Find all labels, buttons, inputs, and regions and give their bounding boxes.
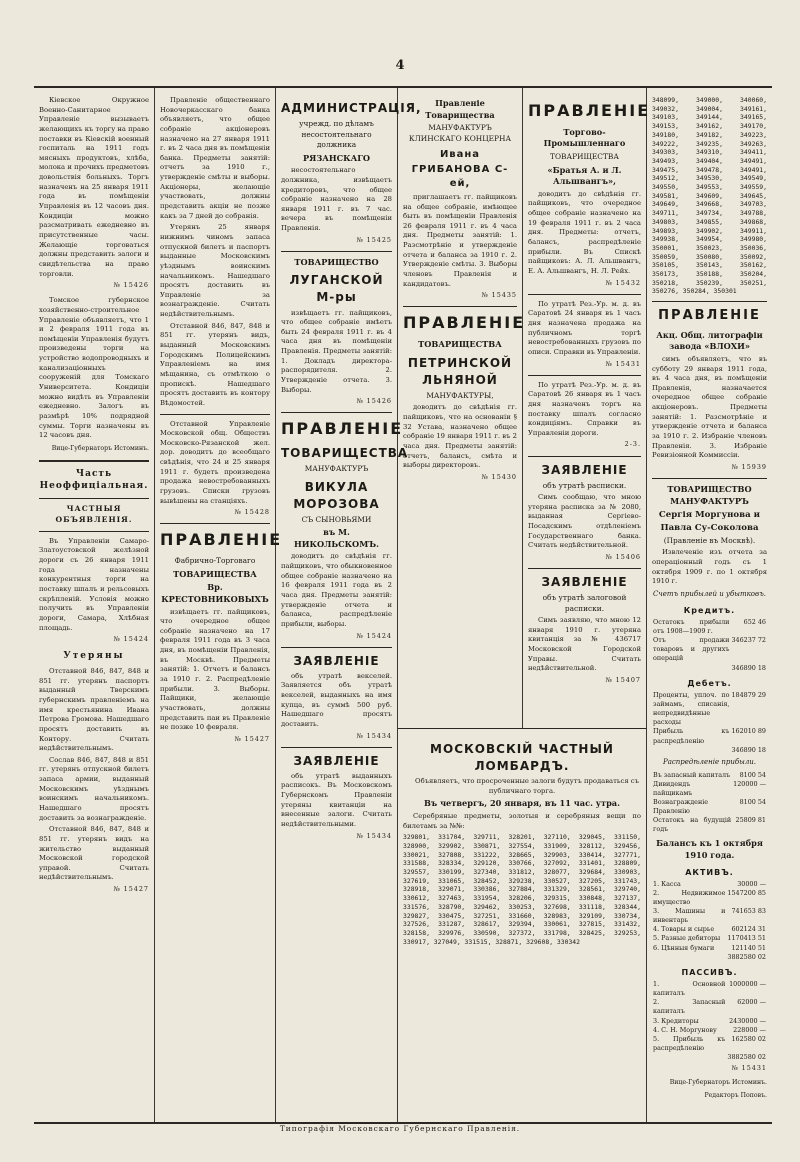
notice-military-sanitary: Кіевское Окружное Военно-Санитарное Управленіе вызываетъ желающихъ къ торгу на право поставки въ Кіевскій военный госпиталь на 1911 годъ мясныхъ продуктовъ, хлѣба, молока и прочихъ предметовъ довольствія больныхъ. Торгъ назначенъ на 25 января 1911 года въ помѣщеніи Управленія въ 12 часовъ дня. Кондиціи можно разсматривать ежедневно въ присутственные часы. Желающіе торговаться должны представить залоги и свидѣтельства на право торговли.: [39, 96, 149, 278]
divider: [528, 375, 641, 376]
column-2: [155, 88, 283, 1122]
morozov-sons: СЪ СЫНОВЬЯМИ: [301, 514, 372, 524]
printer-footer: Типографія Московскаго Губернскаго Правленія.: [279, 1124, 521, 1133]
petrinsk-firm: ТОВАРИЩЕСТВА: [418, 339, 502, 350]
notice-lost-bills: объ утратѣ векселей. Заявляется объ утратѣ векселей, выданныхъ на имя купца, въ суммѣ 500 руб. Нашедшаго просятъ доставить.: [281, 671, 392, 728]
table-row: 5. Прибыль къ распредѣленію 162580 02: [653, 1034, 766, 1052]
table-row: Въ запасный капиталъ 8100 54: [653, 770, 766, 779]
petrinsk-name: ПЕТРИНСКОЙ ЛЬНЯНОЙ: [407, 355, 513, 387]
registry-number: 2-3.: [624, 440, 641, 449]
credit-heading: Кредитъ.: [683, 605, 736, 615]
lugansk-name: ЛУГАНСКОЙ М-ры: [289, 273, 384, 305]
notice-lost-ticket: Сослав 846, 847, 848 и 851 гг. утерянъ отпускной билетъ запаса армии, выданный Московскимъ уѣзднымъ воинскимъ начальникомъ. Нашедшаго просятъ доставить за вознагражденіе.: [39, 755, 149, 822]
statement-deposit-heading: ЗАЯВЛЕНІЕ: [541, 575, 628, 590]
pl-title: Счетъ прибылей и убытковъ.: [653, 589, 766, 598]
table-row: 1. Касса 30000 —: [653, 879, 766, 888]
divider: [403, 306, 517, 307]
registry-number: № 15434: [356, 731, 392, 740]
table-row: 3882580 02: [727, 952, 766, 961]
alshvang-sub: Торгово-Промышленнаго: [543, 126, 626, 149]
notice-lost-deposit: Симъ заявляю, что мною 12 января 1910 г. утеряна квитанція за № 436717 Московской Городской Управы. Считать недѣйствительной.: [528, 616, 641, 673]
table-row: 346890 18: [731, 745, 766, 754]
notice-morozov: доводитъ до свѣдѣнія гг. пайщиковъ, что обыкновенное общее собраніе назначено на 16 февраля 1911 года въ 2 часа дня. Предметы занятій: утвержденіе отчета и баланса, распредѣленіе прибыли, выборы.: [281, 552, 392, 628]
divider: [160, 523, 270, 524]
table-row: Остатокъ на будущій годъ 25809 81: [653, 816, 766, 834]
registry-number: № 15426: [113, 281, 149, 290]
assets-heading: АКТИВЪ.: [685, 867, 734, 877]
registry-number: № 15435: [481, 291, 517, 300]
notice-petrinsk: доводитъ до свѣдѣнія гг. пайщиковъ, что на основаніи § 32 Устава, назначено общее собраніе 19 января 1911 г. въ 2 часа дня. Предметы занятій: отчетъ, балансъ, смѣта и выборы директоровъ.: [403, 403, 517, 470]
notice-krestovnikov: извѣщаетъ гг. пайщиковъ, что очередное общее собраніе назначено на 17 февраля 1911 года въ 3 часа дня, въ помѣщеніи Правленія, въ Москвѣ. Предметы занятій: 1. Отчетъ и балансъ за 1910 г. 2. Распредѣленіе прибыли. 3. Выборы. Пайщики, желающіе участвовать, должны представить паи въ Правленіе не позже 10 февраля.: [160, 607, 270, 732]
lombard-items: Серебряные предметы, золотыя и серебряныя вещи по билетамъ за №№:: [403, 811, 641, 830]
notice-railway-sale: Отставной Управленіе Московской общ. Обществъ Московско-Рязанской жел. дор. доводитъ до всеобщаго свѣдѣнія, что 24 и 25 января 1911 г. будетъ произведена продажа невостребованныхъ грузовъ. Списки грузовъ вывѣшены на станціяхъ.: [160, 419, 270, 505]
notice-lost-residence: Отставной 846, 847, 848 и 851 гг. утерянъ видъ на жительство выданный Московской городской управой. Считать недѣйствительнымъ.: [39, 825, 149, 882]
registry-number: № 15432: [605, 278, 641, 287]
column-6: [647, 88, 772, 1122]
lombard-ticket-numbers: 329801, 331704, 329711, 328201, 327110, 329045, 331150, 328900, 329902, 330871, 327554, 331909, 328112, 329456, 330021, 327808, 331222, 328665, 329903, 330414, 327771, 331588, 328334, 329120, 330766, 327092, 331401, 328809, 329557, 330199, 327340, 331812, 328077, 329684, 330903, 327619, 331065, 328452, 329238, 330527, 327205, 331743, 328918, 329071, 330386, 327884, 331329, 328561, 329740, 330612, 327463, 331954, 328206, 329315, 330848, 327137, 331576, 328790, 329462, 330253, 327698, 331118, 328344, 329827, 330475, 327251, 331660, 328983, 329109, 330734, 327526, 331287, 328617, 329394, 330061, 327815, 331432, 328158, 329976, 330590, 327372, 331798, 328425, 329253, 330917, 327049, 331515, 328871, 329608, 330342: [403, 833, 641, 946]
lombard-heading: МОСКОВСКІЙ ЧАСТНЫЙ ЛОМБАРДЪ.: [430, 742, 614, 774]
table-row: 2. Запасный капиталъ 62000 —: [653, 998, 766, 1016]
notice-samara-railway: Въ Управленіи Самаро-Златоустовской желѣзной дороги съ 26 января 1911 года назначены конкурентныя торги на поставку шпалъ и рельсовыхъ скрѣпленій. Условія можно получить въ Управленіи дороги, Самара, Хлѣбная площадь.: [39, 536, 149, 632]
morgunov-intro: Извлеченіе изъ отчета за операціонный годъ съ 1 октября 1909 г. по 1 октября 1910 г.: [652, 548, 767, 586]
notice-administration: несостоятельнаго должника, извѣщаетъ кредиторовъ, что общее собраніе назначено на 28 января 1911 г. въ 7 час. вечера въ помѣщеніи Правленія.: [281, 166, 392, 233]
gribanov-sub: МАНУФАКТУРЪ КЛИНСКАГО КОНЦЕРНА: [408, 123, 512, 143]
table-row: 4. С. Н. Моргунову 228000 —: [653, 1025, 766, 1034]
column-3: [276, 88, 422, 1122]
section-private-ads: ЧАСТНЫЯ ОБЪЯВЛЕНІЯ.: [55, 504, 133, 524]
notice-lost-receipts: объ утратѣ выданныхъ расписокъ. Въ Московскомъ Губернскомъ Правленіи утеряны квитанціи на внесенные залоги. Считать недѣйствительными.: [281, 771, 392, 828]
registry-number: № 15424: [356, 631, 392, 640]
statement-deposit-sub: объ утратѣ залоговой расписки.: [542, 593, 627, 613]
registry-number: № 15434: [356, 831, 392, 840]
lugansk-heading: ТОВАРИЩЕСТВО: [294, 256, 379, 267]
krestovnikov-firm: ТОВАРИЩЕСТВА: [173, 568, 257, 579]
divider: [39, 531, 149, 532]
registry-number: № 15425: [356, 235, 392, 244]
morozov-place: въ М. НИКОЛЬСКОМЪ.: [294, 527, 379, 549]
divider: [281, 412, 392, 413]
registry-number: № 15406: [605, 552, 641, 561]
table-row: Дивидендъ пайщикамъ 120000 —: [653, 779, 766, 797]
liabilities-table: [652, 980, 767, 1062]
table-row: 6. Цѣнныя бумаги 121140 51: [653, 943, 766, 952]
morozov-heading: ПРАВЛЕНІЕ: [281, 419, 404, 439]
debit-table: [652, 691, 767, 755]
notice-lost-receipt: Симъ сообщаю, что мною утеряна расписка за № 2080, выданная Сергіево-Посадскимъ отдѣленіемъ Государственнаго банка. Считать недѣйствительной.: [528, 493, 641, 550]
signature-vice-governor: Вице-Губернаторъ Истоминъ.: [51, 444, 149, 452]
distribution-title: Распредѣленіе прибыли.: [662, 757, 757, 766]
krestovnikov-subheading: Фабрично-Торговаго: [174, 556, 256, 566]
ticket-numbers: 348099, 349000, 340060, 349032, 349004, 349161, 349103, 349144, 349165, 349153, 349162, 349170, 349180, 349182, 349223, 349222, 349235, 349263, 349303, 349310, 349411, 349493, 349404, 349491, 349475, 349478, 349491, 349512, 349530, 349549, 349550, 349553, 349559, 349581, 349609, 349645, 349649, 349668, 349703, 349711, 349734, 349788, 349803, 349855, 349868, 349893, 349902, 349911, 349938, 349954, 349980, 350001, 350023, 350036, 350059, 350080, 350092, 350105, 350143, 350162, 350173, 350188, 350204, 350218, 350239, 350251, 350276, 350284, 350301: [652, 96, 767, 296]
registry-number: № 15939: [731, 462, 767, 471]
registry-number: № 15407: [605, 675, 641, 684]
distribution-table: [652, 771, 767, 835]
krestovnikov-heading: ПРАВЛЕНІЕ: [160, 530, 283, 550]
divider: [281, 647, 392, 648]
table-row: 5. Разные дебиторы 1170413 51: [653, 934, 766, 943]
notice-lost-passport: Отставной 846, 847, 848 и 851 гг. утерянъ паспортъ выданный Тверскимъ губернскимъ правленіемъ на имя крестьянина Ивана Петрова Громова. Нашедшаго просятъ доставить въ Контору. Считать недѣйствительнымъ.: [39, 667, 149, 753]
table-row: Вознагражденіе Правленію 8100 54: [653, 797, 766, 815]
statement-receipt-heading: ЗАЯВЛЕНІЕ: [541, 462, 628, 477]
signature-vice-governor: Вице-Губернаторъ Истоминъ.: [669, 1079, 767, 1087]
lombard-intro: Объявляетъ, что просроченные залоги будутъ продаваться съ публичнаго торга.: [415, 777, 639, 795]
alshvang-firm: ТОВАРИЩЕСТВА: [550, 152, 619, 161]
vlokhi-name: Акц. Общ. литографіи завода «ВЛОХИ»: [656, 329, 763, 352]
morozov-firm: ТОВАРИЩЕСТВА: [281, 446, 409, 461]
credit-table: [652, 618, 767, 673]
notice-saratov-sleepers: По утратѣ Рез.-Ур. м. д. въ Саратовѣ 26 января въ 1 часъ дня назначенъ торгъ на поставку шпалъ согласно кондиціямъ. Справки въ Управленіи дороги.: [528, 380, 641, 437]
notice-saratov-sale: По утратѣ Рез.-Ур. м. д. въ Саратовѣ 24 января въ 1 часъ дня назначена продажа на публичномъ торгѣ невостребованныхъ грузовъ по описи. Справки въ Управленіи.: [528, 299, 641, 356]
divider: [160, 414, 270, 415]
gribanov-heading: Правленіе Товарищества: [425, 98, 495, 120]
column-1: [34, 88, 155, 1122]
administration-subheading: учрежд. по дѣламъ несостоятельнаго должника: [299, 119, 374, 150]
statement-heading: ЗАЯВЛЕНІЕ: [293, 653, 380, 668]
divider: [528, 568, 641, 569]
alshvang-heading: ПРАВЛЕНІЕ: [528, 101, 651, 120]
registry-number: № 15431: [605, 359, 641, 368]
notice-lost-docs: Утерянъ 25 января нижнимъ чиномъ запаса отпускной билетъ и паспортъ выданные Московскимъ уѣзднымъ воинскимъ начальникомъ. Нашедшаго просятъ доставить въ Управленіе за вознагражденіе. Считать недѣйствительнымъ.: [160, 223, 270, 319]
registry-number: № 15426: [356, 397, 392, 406]
divider: [39, 460, 149, 462]
notice-bank-meeting: Правленіе общественнаго Новочеркасскаго банка объявляетъ, что общее собраніе акціонеровъ назначено на 27 января 1911 г. въ 2 часа дня въ помѣщеніи банка. Предметы занятій: отчетъ за 1910 г., утвержденіе смѣты и выборы. Акціонеры, желающіе участвовать, должны представить акціи не позже какъ за 7 дней до собранія.: [160, 96, 270, 220]
morozov-name: ВИКУЛА МОРОЗОВА: [293, 479, 380, 511]
statement-heading-2: ЗАЯВЛЕНІЕ: [293, 753, 380, 768]
section-unofficial: Часть Неоффиціальная.: [39, 468, 149, 492]
notice-vlokhi: симъ объявляетъ, что въ субботу 29 января 1911 года, въ 4 часа дня, въ помѣщеніи Правленія, назначается очередное общее собраніе акціонеровъ. Предметы занятій: 1. Разсмотрѣніе и утвержденіе отчета и баланса за 1910 г. 2. Избраніе членовъ Правленія. 3. Избраніе Ревизіонной Коммиссіи.: [652, 354, 767, 460]
registry-number: № 15424: [113, 635, 149, 644]
krestovnikov-name: Вр. КРЕСТОВНИКОВЫХЪ: [161, 582, 269, 604]
morozov-sub: МАНУФАКТУРЪ: [304, 464, 369, 474]
liabilities-heading: ПАССИВЪ.: [681, 967, 738, 977]
debit-heading: Дебетъ.: [687, 678, 732, 688]
registry-number: № 15427: [234, 734, 270, 743]
balance-title: Балансъ къ 1 октября 1910 года.: [656, 838, 763, 860]
morgunov-place: (Правленіе въ Москвѣ).: [663, 535, 756, 545]
table-row: 4. Товары и сырье 602124 31: [653, 925, 766, 934]
divider: [652, 301, 767, 302]
divider: [528, 456, 641, 457]
divider: [281, 747, 392, 748]
lost-heading: Утеряны: [63, 651, 125, 662]
petrinsk-heading: ПРАВЛЕНІЕ: [403, 313, 526, 333]
petrinsk-sub: МАНУФАКТУРЫ,: [426, 390, 494, 400]
table-row: 3882580 02: [727, 1052, 766, 1061]
lombard-date: Въ четвергъ, 20 января, въ 11 час. утра.: [424, 798, 620, 809]
administration-heading: АДМИНИСТРАЦІЯ,: [281, 101, 422, 115]
table-row: 3. Кредиторы 2430000 —: [653, 1016, 766, 1025]
registry-number: № 15427: [113, 885, 149, 894]
table-row: Проценты, уплоч. по займамъ, списанія, непредвидѣнные расходы 184879 29: [653, 691, 766, 727]
divider: [281, 251, 392, 252]
table-row: Остатокъ прибыли отъ 1908—1909 г. 652 46: [653, 618, 766, 636]
alshvang-name: «Братья А. и Л. Альшвангъ»,: [547, 164, 622, 187]
table-row: 346890 18: [731, 663, 766, 672]
notice-lost-view: Отставной 846, 847, 848 и 851 гг. утерянъ видъ, выданный Московскимъ Городскимъ Полицейскимъ Управленіемъ на имя мѣщанина, съ отмѣткою о пропискѣ. Нашедшаго просятъ доставить въ контору Вѣдомостей.: [160, 321, 270, 407]
notice-gribanov: приглашаетъ гг. пайщиковъ на общее собраніе, имѣющее быть въ помѣщеніи Правленія 26 февраля 1911 г. въ 4 часа дня. Предметы занятій: 1. Разсмотрѣніе и утвержденіе отчета и баланса за 1910 г. 2. Утвержденіе смѣты. 3. Выборы членовъ Правленія и кандидатовъ.: [403, 192, 517, 288]
administration-name: РЯЗАНСКАГО: [302, 152, 371, 163]
statement-receipt-sub: объ утратѣ расписки.: [542, 480, 627, 490]
assets-table: [652, 880, 767, 962]
divider: [652, 478, 767, 479]
notice-lugansk: извѣщаетъ гг. пайщиковъ, что общее собраніе имѣетъ быть 24 февраля 1911 г. въ 4 часа дня въ помѣщеніи Правленія. Предметы занятій: 1. Докладъ директора-распорядителя. 2. Утвержденіе отчета. 3. Выборы.: [281, 308, 392, 394]
notice-tomsk: Томское губернское хозяйственно-строительное Управленіе объявляетъ, что 1 и 2 февраля 1911 года въ помѣщеніи Управленія будутъ произведены торги на устройство водопроводныхъ и канализаціонныхъ сооруженій для Томскаго Университета. Кондиціи можно видѣть въ Управленіи ежедневно. Залогъ въ размѣрѣ 10% подрядной суммы. Торги назначены въ 12 часовъ дня.: [39, 296, 149, 440]
table-row: 2. Недвижимое имущество 1547200 85: [653, 889, 766, 907]
page-number: 4: [395, 58, 405, 73]
table-row: 3. Машины и инвентарь 741653 83: [653, 907, 766, 925]
columns-grid: [34, 86, 772, 1124]
registry-number: № 15430: [481, 472, 517, 481]
divider: [39, 498, 149, 499]
table-row: 1. Основной капиталъ 1000000 —: [653, 980, 766, 998]
divider: [528, 294, 641, 295]
table-row: Отъ продажи товаровъ и другихъ операцій 346237 72: [653, 636, 766, 663]
morgunov-name: Сергія Моргунова и Павла Су-Соколова: [658, 510, 761, 533]
gribanov-name: Ивана ГРИБАНОВА С-ей,: [411, 149, 509, 189]
registry-number: № 15431: [731, 1063, 767, 1072]
table-row: Прибыль къ распредѣленію 162010 89: [653, 727, 766, 745]
morgunov-heading: ТОВАРИЩЕСТВО МАНУФАКТУРЪ: [667, 484, 752, 506]
signature-editor: Редакторъ Поповъ.: [704, 1091, 767, 1099]
vlokhi-heading: ПРАВЛЕНІЕ: [658, 308, 761, 324]
registry-number: № 15428: [234, 508, 270, 517]
notice-alshvang: доводитъ до свѣдѣнія гг. пайщиковъ, что очередное общее собраніе назначено на 19 февраля 1911 г. въ 2 часа дня. Предметы: отчетъ, балансъ, распредѣленіе прибыли. Въ Спискѣ пайщиковъ: А. Л. Альшвангъ, Е. А. Альшвангъ, Н. Л. Рейх.: [528, 189, 641, 275]
lombard-block: [398, 728, 647, 1122]
